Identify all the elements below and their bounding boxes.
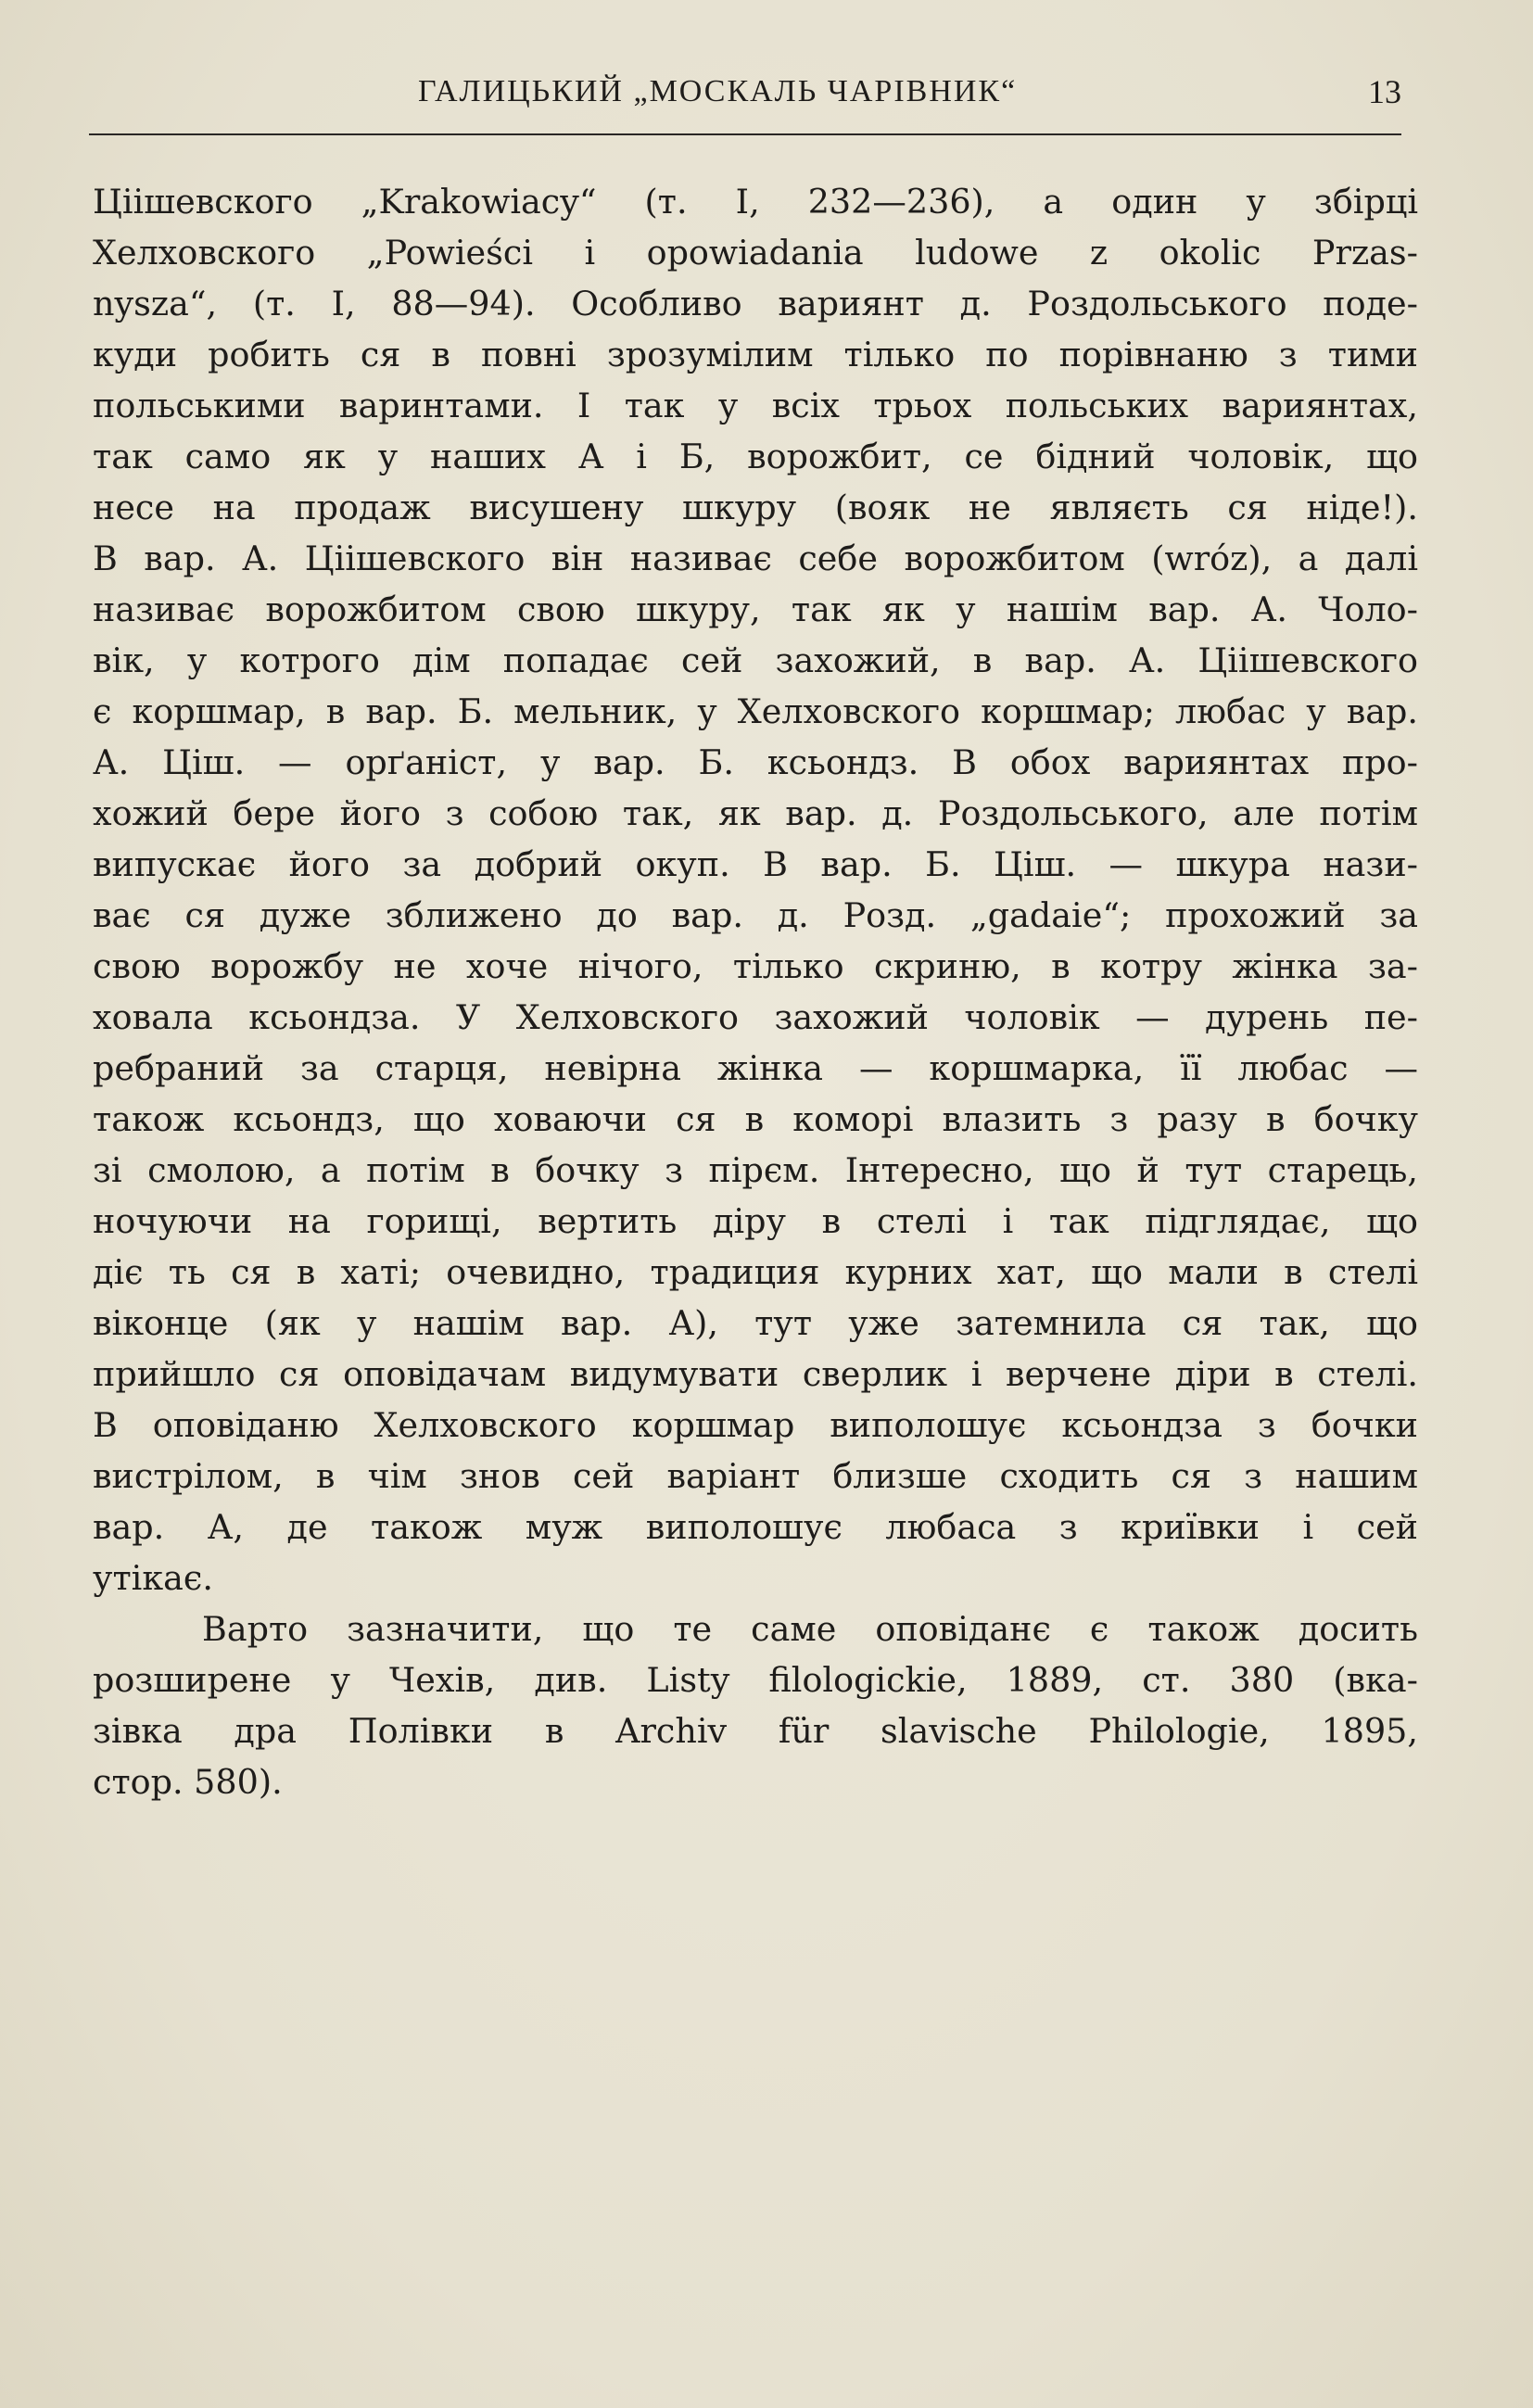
text-line: діє ть ся в хаті; очевидно, традиция курних хат, що мали в стелі [93,1252,1418,1292]
text-line: несе на продаж висушену шкуру (вояк не являєть ся ніде!). [93,488,1418,527]
text-line: стор. 580). [93,1762,283,1802]
page-number: 13 [1368,73,1401,110]
text-line: віконце (як у нашім вар. А), тут уже затемнила ся так, що [93,1303,1418,1343]
page-header [89,67,1401,135]
text-line: В вар. А. Ціішевского він називає себе ворожбитом (wróz), а далі [93,539,1418,578]
text-line: nysza“, (т. I, 88—94). Особливо вариянт д. Роздольського поде- [93,284,1418,323]
text-line: вистрілом, в чім знов сей варіант близше сходить ся з нашим [93,1456,1418,1496]
text-line: хожий бере його з собою так, як вар. д. Роздольського, але потім [93,793,1418,833]
text-line: куди робить ся в повні зрозумілим тілько по порівнаню з тими [93,335,1418,374]
running-title: ГАЛИЦЬКИЙ „МОСКАЛЬ ЧАРІВНИК“ [418,74,1018,108]
text-line: Ціішевского „Krakowiacy“ (т. I, 232—236), а один у збірці [93,182,1418,222]
text-line: ребраний за старця, невірна жінка — коршмарка, її любас — [93,1048,1418,1088]
text-line: В оповіданю Хелховского коршмар виполошує ксьондза з бочки [93,1405,1418,1445]
text-line: ває ся дуже зближено до вар. д. Розд. „gadaie“; прохожий за [93,895,1418,935]
text-line: свою ворожбу не хоче нічого, тілько скриню, в котру жінка за- [93,946,1418,986]
text-line: ночуючи на горищі, вертить діру в стелі і так підглядає, що [93,1201,1418,1241]
text-line: зі смолою, а потім в бочку з пірєм. Інтересно, що й тут старець, [93,1150,1418,1190]
text-line: також ксьондз, що ховаючи ся в коморі влазить з разу в бочку [93,1099,1418,1139]
text-line: прийшло ся оповідачам видумувати сверлик і верчене діри в стелі. [93,1354,1418,1394]
text-line: вік, у котрого дім попадає сей захожий, в вар. А. Ціішевского [93,640,1418,680]
body-text [93,176,1418,1807]
text-line: Варто зазначити, що те саме оповіданє є також досить [202,1609,1418,1649]
text-line: вар. А, де також муж виполошує любаса з криївки і сей [93,1507,1418,1547]
text-line: ховала ксьондза. У Хелховского захожий чоловік — дурень пе- [93,997,1418,1037]
paragraph [93,1603,1418,1807]
text-line: зівка дра Полівки в Archiv für slavische Philologie, 1895, [93,1711,1418,1751]
text-line: утікає. [93,1558,213,1598]
text-line: А. Ціш. — орґаніст, у вар. Б. ксьондз. В обох вариянтах про- [93,742,1418,782]
text-line: є коршмар, в вар. Б. мельник, у Хелховского коршмар; любас у вар. [93,691,1418,731]
text-line: польськими варинтами. І так у всіх трьох польських вариянтах, [93,386,1418,425]
text-line: випускає його за добрий окуп. В вар. Б. Ціш. — шкура нази- [93,844,1418,884]
text-line: розширене у Чехів, див. Listy filologickie, 1889, ст. 380 (вка- [93,1660,1418,1700]
text-line: так само як у наших А і Б, ворожбит, се бідний чоловік, що [93,437,1418,476]
paragraph [93,176,1418,1603]
text-line: називає ворожбитом свою шкуру, так як у нашім вар. А. Чоло- [93,589,1418,629]
text-line: Хелховского „Powieści i opowiadania ludowe z okolic Przas- [93,233,1418,272]
